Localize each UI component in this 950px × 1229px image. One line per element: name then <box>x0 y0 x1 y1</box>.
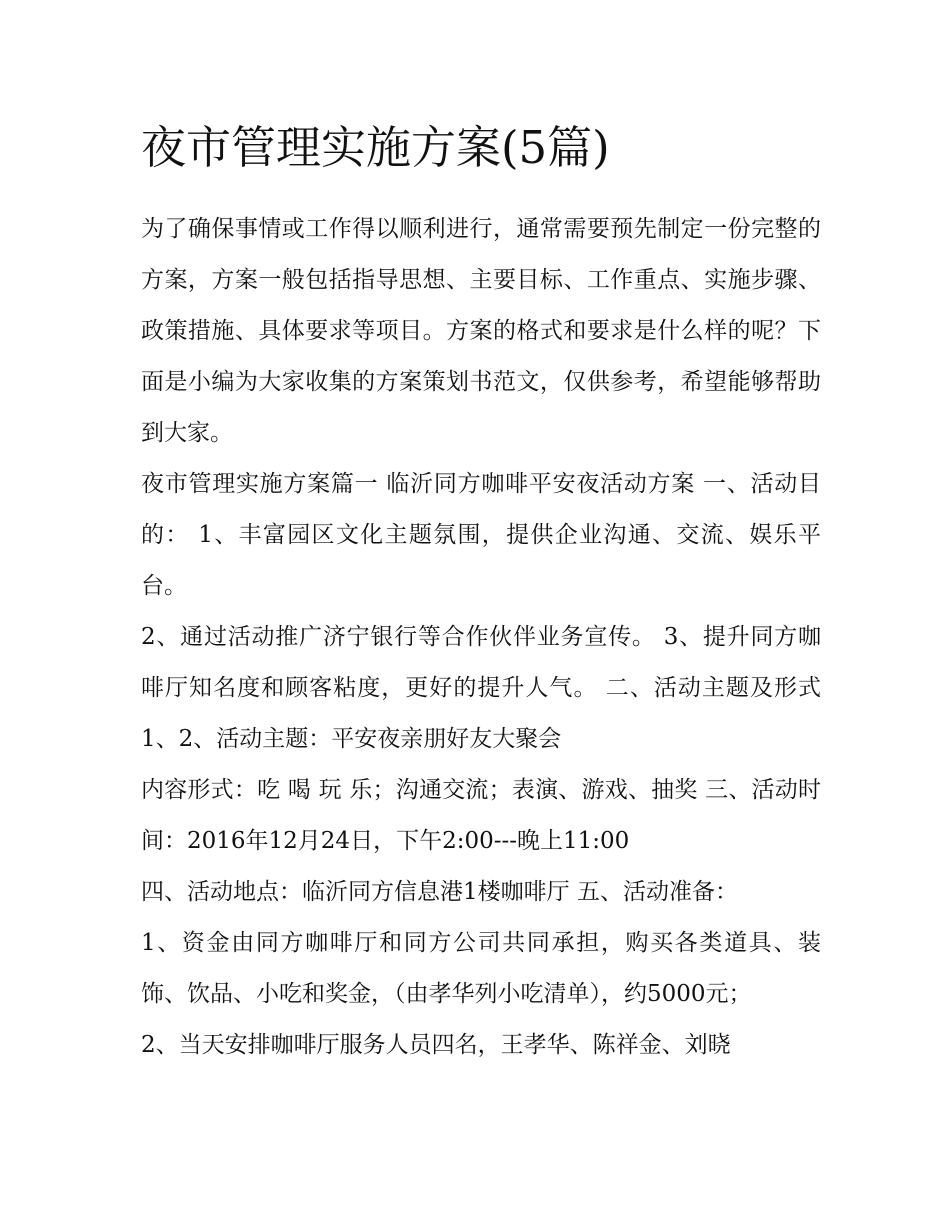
paragraph-staffing: 2、当天安排咖啡厅服务人员四名，王孝华、陈祥金、刘晓 <box>141 1032 731 1058</box>
document-content <box>141 112 821 1071</box>
paragraph-location-preparation: 四、活动地点：临沂同方信息港1楼咖啡厅 五、活动准备： <box>141 879 738 905</box>
paragraph-funding: 1、资金由同方咖啡厅和同方公司共同承担，购买各类道具、装饰、饮品、小吃和奖金，（由孝华列小吃清单），约5000元； <box>141 930 821 1007</box>
paragraph-promotion-theme: 2、通过活动推广济宁银行等合作伙伴业务宣传。 3、提升同方咖啡厅知名度和顾客粘度，更好的提升人气。 二、活动主题及形式1、2、活动主题：平安夜亲朋好友大聚会 <box>141 624 821 752</box>
paragraph-plan-one-purpose: 夜市管理实施方案篇一 临沂同方咖啡平安夜活动方案 一、活动目的： 1、丰富园区文化主题氛围，提供企业沟通、交流、娱乐平台。 <box>141 471 821 599</box>
document-title: 夜市管理实施方案(5篇) <box>141 121 610 174</box>
document-body <box>141 204 821 1071</box>
paragraph-content-time: 内容形式：吃 喝 玩 乐；沟通交流；表演、游戏、抽奖 三、活动时间：2016年12月24日，下午2:00---晚上11:00 <box>141 777 821 854</box>
paragraph-intro: 为了确保事情或工作得以顺利进行，通常需要预先制定一份完整的方案，方案一般包括指导思想、主要目标、工作重点、实施步骤、政策措施、具体要求等项目。方案的格式和要求是什么样的呢？下面是小编为大家收集的方案策划书范文，仅供参考，希望能够帮助到大家。 <box>141 216 821 446</box>
